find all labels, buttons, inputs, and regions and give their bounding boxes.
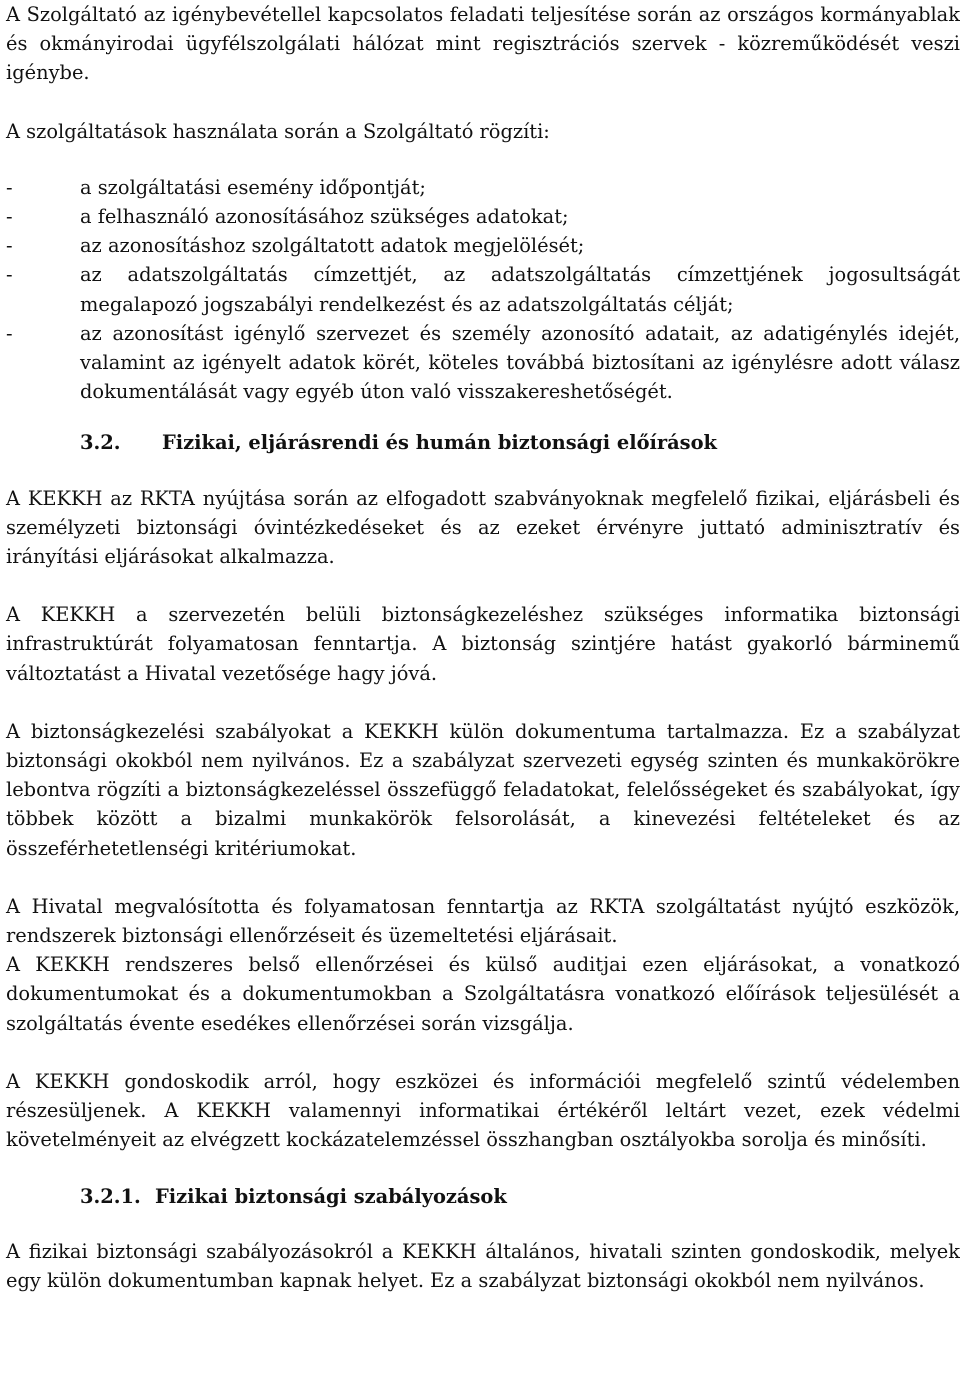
subsection-number: 3.2.1. bbox=[80, 1184, 141, 1208]
intro-paragraph: A Szolgáltató az igénybevétellel kapcsolatos feladati teljesítése során az országos kormányablak és okmányirodai ügyfélszolgálati hálózat mint regisztrációs szervek - közreműködését veszi igénybe. bbox=[6, 3, 960, 85]
section-number: 3.2. bbox=[80, 431, 121, 455]
list-item bbox=[6, 173, 960, 202]
section-title: Fizikai, eljárásrendi és humán biztonsági előírások bbox=[162, 431, 717, 455]
list-item-text: a szolgáltatási esemény időpontját; bbox=[80, 175, 426, 199]
records-list bbox=[6, 173, 960, 407]
section-paragraph: A KEKKH gondoskodik arról, hogy eszközei és információi megfelelő szintű védelemben részesüljenek. A KEKKH valamennyi informatikai értékéről leltárt vezet, ezek védelmi követelményeit az elvégzett kockázatelemzéssel összhangban osztályokba sorolja és minősíti. bbox=[6, 1069, 960, 1152]
subsection-paragraph: A fizikai biztonsági szabályozásokról a KEKKH általános, hivatali szinten gondoskodik, melyek egy külön dokumentumban kapnak helyet. Ez a szabályzat biztonsági okokból nem nyilvános. bbox=[6, 1239, 960, 1292]
section-paragraph: A KEKKH az RKTA nyújtása során az elfogadott szabványoknak megfelelő fizikai, eljárásbeli és személyzeti biztonsági óvintézkedéseket és az ezeket érvényre juttató adminisztratív és irányítási eljárásokat alkalmazza. bbox=[6, 486, 960, 569]
section-paragraph: A biztonságkezelési szabályokat a KEKKH külön dokumentuma tartalmazza. Ez a szabályzat biztonsági okokból nem nyilvános. Ez a szabályzat szervezeti egység szinten és munkakörökre lebontva rögzíti a biztonságkezeléssel összefüggő feladatokat, felelősségeket és szabályokat, így többek között a bizalmi munkakörök felsorolását, a kinevezési feltételeket és az összeférhetetlenségi kritériumokat. bbox=[6, 719, 960, 860]
section-paragraph: A Hivatal megvalósította és folyamatosan fenntartja az RKTA szolgáltatást nyújtó eszközök, rendszerek biztonsági ellenőrzéseit és üzemeltetési eljárásait. bbox=[6, 894, 960, 948]
subsection-title: Fizikai biztonsági szabályozások bbox=[155, 1184, 507, 1208]
list-dash: - bbox=[6, 234, 13, 258]
list-item-text: az azonosításhoz szolgáltatott adatok megjelölését; bbox=[80, 234, 585, 258]
list-dash: - bbox=[6, 263, 13, 287]
list-dash: - bbox=[6, 321, 13, 345]
list-item bbox=[6, 202, 960, 231]
list-item-text: az adatszolgáltatás címzettjét, az adatszolgáltatás címzettjének jogosultságát megalapozó jogszabályi rendelkezést és az adatszolgáltatás célját; bbox=[80, 263, 960, 316]
section-heading-3-2 bbox=[6, 428, 960, 457]
list-dash: - bbox=[6, 205, 13, 229]
section-paragraph: A KEKKH a szervezetén belüli biztonságkezeléshez szükséges informatika biztonsági infrastruktúrát folyamatosan fenntartja. A biztonság szintjére hatást gyakorló bárminemű változtatást a Hivatal vezetősége hagy jóvá. bbox=[6, 603, 960, 685]
list-item bbox=[6, 319, 960, 407]
section-paragraph: A KEKKH rendszeres belső ellenőrzései és külső auditjai ezen eljárásokat, a vonatkozó dokumentumokat és a dokumentumokban a Szolgáltatásra vonatkozó előírások teljesülését a szolgáltatás évente esedékes ellenőrzései során vizsgálja. bbox=[6, 953, 960, 1035]
records-intro: A szolgáltatások használata során a Szolgáltató rögzíti: bbox=[6, 119, 550, 143]
list-item bbox=[6, 231, 960, 260]
list-dash: - bbox=[6, 175, 13, 199]
list-item-text: a felhasználó azonosításához szükséges adatokat; bbox=[80, 205, 569, 229]
section-heading-3-2-1 bbox=[6, 1182, 960, 1211]
list-item-text: az azonosítást igénylő szervezet és személy azonosító adatait, az adatigénylés idejét, valamint az igényelt adatok körét, köteles továbbá biztosítani az igénylésre adott válasz dokumentálását vagy egyéb úton való visszakereshetőségét. bbox=[80, 321, 960, 404]
list-item bbox=[6, 260, 960, 318]
